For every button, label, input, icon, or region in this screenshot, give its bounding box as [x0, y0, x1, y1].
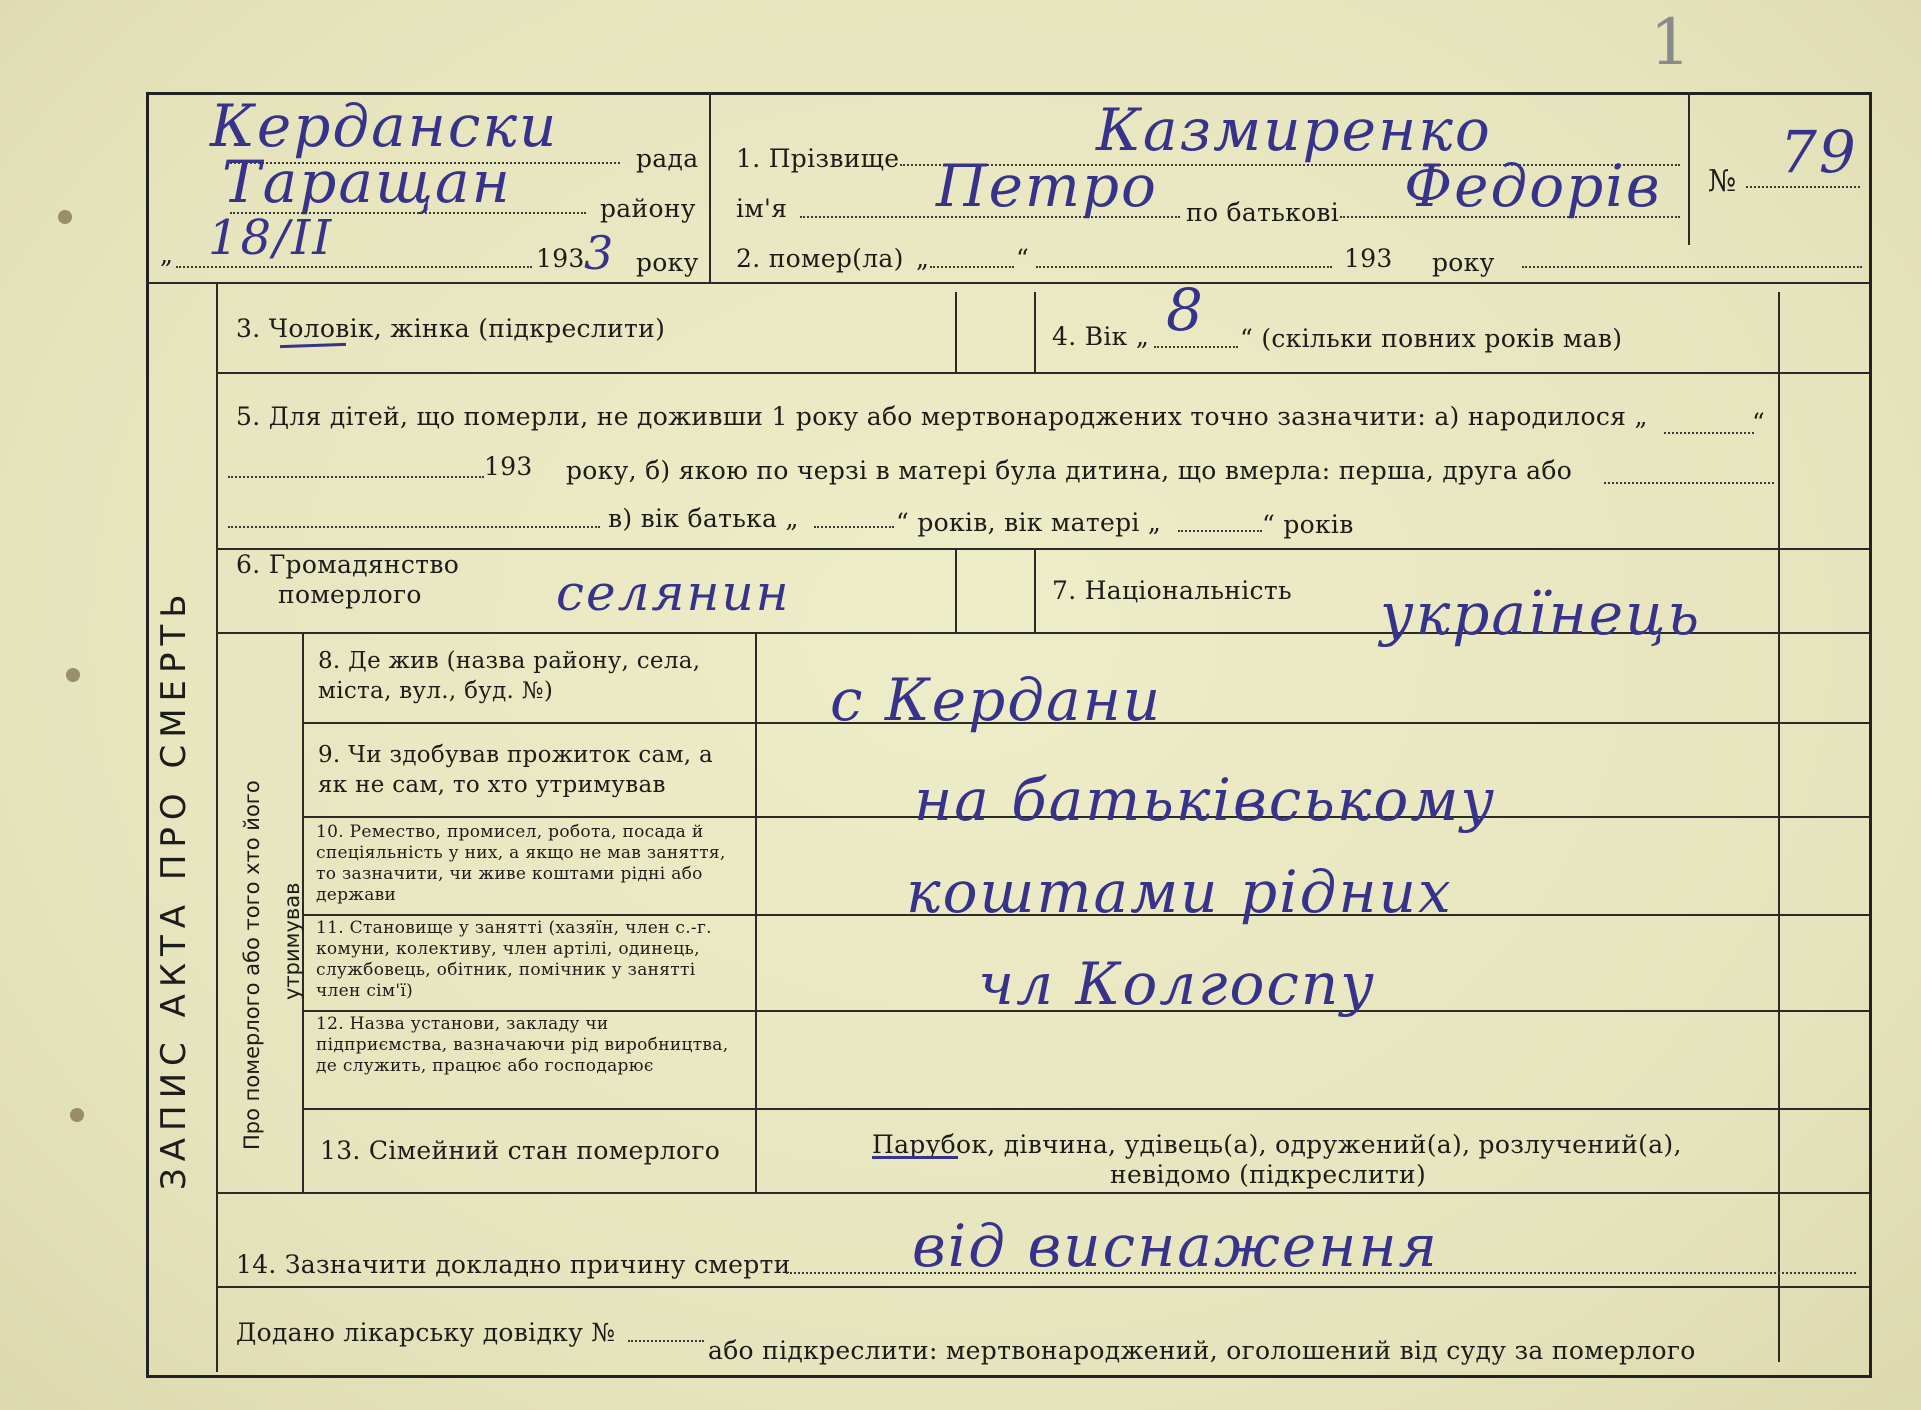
field-5-dotline-1 [1664, 432, 1754, 434]
field-6-line-2: померлого [278, 580, 422, 609]
field-13-options-1: Парубок, дівчина, удівець(а), одружений(а), розлучений(а), [872, 1130, 1682, 1159]
died-year-label: року [1432, 248, 1495, 277]
district-handwritten: Таращан [222, 148, 512, 216]
header-divider-right [1688, 92, 1690, 245]
field-9-handwritten: на батьківському [914, 766, 1497, 834]
died-dotline-1 [930, 266, 1014, 268]
died-year-prefix: 193 [1344, 244, 1393, 273]
field-8-handwritten: с Кердани [830, 666, 1163, 734]
page-mark: 1 [1650, 6, 1693, 80]
side-band-rule [216, 282, 218, 1372]
row-6-mid-1 [955, 548, 957, 632]
field-5-line-2: року, б) якою по черзі в матері була дитина, що вмерла: перша, друга або [566, 456, 1573, 485]
field-6-handwritten: селянин [556, 564, 791, 622]
patronymic-label: по батькові [1186, 198, 1340, 227]
field-5-dotline-2 [228, 476, 484, 478]
footer-label: Додано лікарську довідку № [236, 1318, 616, 1347]
row-5-bottom [216, 548, 1869, 550]
field-4-age-dotline [1154, 346, 1238, 348]
field-5-mother-dotline [1178, 530, 1262, 532]
footer-dotline [628, 1340, 704, 1342]
district-label: району [600, 194, 696, 223]
footer-tail: або підкреслити: мертвонароджений, оголошений від суду за померлого [708, 1336, 1696, 1365]
field-12-label: 12. Назва установи, закладу чи підприємства, вазначаючи рід виробництва, де служить, працює або господарює [316, 1014, 729, 1076]
row-14-bottom [216, 1286, 1869, 1288]
field-9-label: 9. Чи здобував прожиток сам, а як не сам, то хто утримував [318, 742, 713, 798]
year-prefix: 193 [536, 244, 585, 273]
field-14-label: 14. Зазначити докладно причину смерти [236, 1250, 791, 1279]
name-label: ім'я [736, 194, 788, 223]
field-10-handwritten: коштами рідних [906, 858, 1453, 926]
field-5-line-3c: “ років [1262, 510, 1354, 539]
side-main-title: ЗАПИС АКТА ПРО СМЕРТЬ [154, 587, 194, 1190]
died-label: 2. помер(ла) [736, 244, 904, 273]
year-label: року [636, 248, 699, 277]
field-5-dotline-4 [228, 526, 600, 528]
field-8-label: 8. Де жив (назва району, села, міста, вул., буд. №) [318, 648, 701, 704]
name-handwritten: Петро [936, 152, 1158, 220]
field-5-father-dotline [814, 526, 894, 528]
sub-band-title: Про померлого або того хто його утримував [240, 780, 304, 1150]
row-3-bottom [216, 372, 1869, 374]
surname-handwritten: Казмиренко [1096, 96, 1492, 164]
field-10-label: 10. Ремество, промисел, робота, посада й спеціяльність у них, а якщо не мав заняття, то зазначити, чи живе коштами рідні або держави [316, 822, 726, 905]
died-quote-close: “ [1016, 244, 1030, 273]
header-bottom-rule [146, 282, 1869, 284]
died-dotline-3 [1522, 266, 1862, 268]
outer-frame [146, 92, 1872, 1378]
record-no-handwritten: 79 [1780, 118, 1858, 186]
row-13-bottom [216, 1192, 1869, 1194]
year-digit-handwritten: 3 [584, 226, 616, 280]
council-handwritten: Кердански [210, 92, 559, 160]
field-3-sex: 3. Чоловік, жінка (підкреслити) [236, 314, 666, 343]
row-3-mid-2 [1034, 292, 1036, 372]
field-11-label: 11. Становище у занятті (хазяїн, член с.-г. комуни, колективу, член артілі, одинець, службовець, обітник, помічник у занятті член сім'ї) [316, 918, 712, 1001]
right-margin-column [1778, 292, 1780, 1362]
field-7-handwritten: українець [1380, 580, 1702, 648]
surname-label: 1. Прізвище [736, 144, 900, 173]
punch-hole-top [58, 210, 72, 224]
date-open-quote: „ [160, 240, 174, 269]
field-6-line-1: 6. Громадянство [236, 550, 460, 579]
field-5-line-3: в) вік батька „ [608, 504, 799, 533]
patronymic-handwritten: Федорів [1404, 152, 1662, 220]
field-14-handwritten: від виснаження [912, 1212, 1439, 1280]
field-4-age-handwritten: 8 [1166, 276, 1205, 344]
council-label: рада [636, 144, 699, 173]
field-7-label: 7. Національність [1052, 576, 1292, 605]
field-5-line-3b: “ років, вік матері „ [896, 508, 1162, 537]
date-handwritten: 18/II [208, 210, 334, 266]
record-no-label: № [1708, 164, 1737, 199]
punch-hole-middle [66, 668, 80, 682]
field-13-label: 13. Сімейний стан померлого [320, 1136, 721, 1165]
field-5-line-2-year: 193 [484, 452, 533, 481]
field-11-handwritten: чл Колгоспу [978, 950, 1376, 1018]
row-3-mid-1 [955, 292, 957, 372]
field-5-line-1: 5. Для дітей, що померли, не доживши 1 року або мертвонароджених точно зазначити: а) народилося „ [236, 402, 1648, 431]
field-4-age-tail: “ (скільки повних років мав) [1240, 324, 1623, 353]
field-4-age-label: 4. Вік „ [1052, 322, 1150, 351]
header-divider-left [709, 92, 711, 282]
died-quote-open: „ [916, 244, 930, 273]
row-6-mid-2 [1034, 548, 1036, 632]
field-13-options-2: невідомо (підкреслити) [1110, 1160, 1427, 1189]
field-5-dotline-3 [1604, 482, 1774, 484]
record-no-dotline [1746, 186, 1860, 188]
row-12-bottom [302, 1108, 1869, 1110]
field-13-underline-mark [872, 1156, 958, 1159]
died-dotline-2 [1036, 266, 1332, 268]
date-dotline [176, 266, 532, 268]
field-5-line-1-end: “ [1752, 408, 1766, 437]
punch-hole-bottom [70, 1108, 84, 1122]
